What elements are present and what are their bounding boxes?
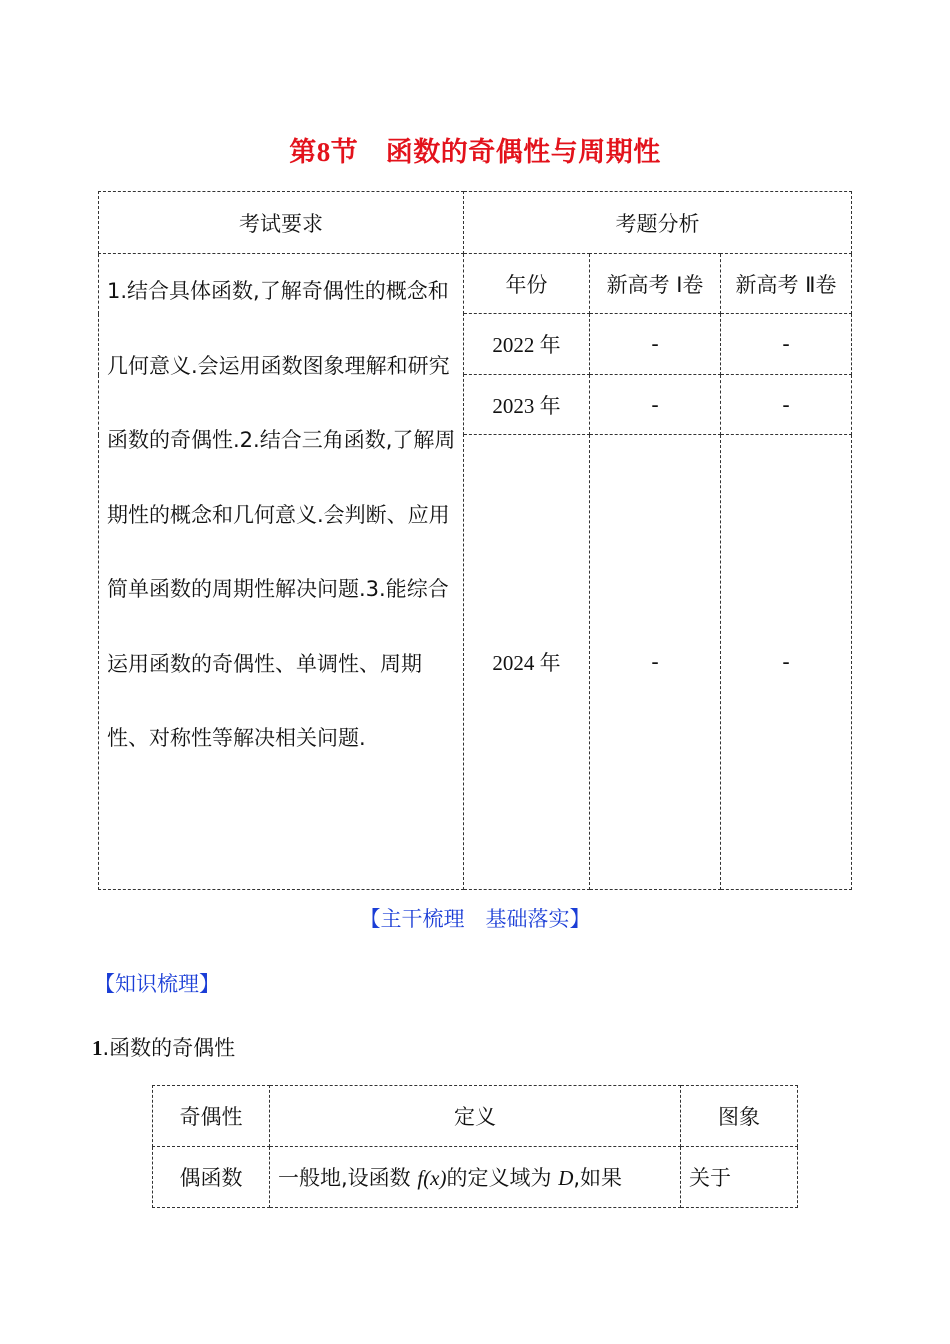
paper-2-cell: - <box>721 435 852 890</box>
section-heading: 【主干梳理 基础落实】 <box>359 907 591 931</box>
paper-1-cell: - <box>590 314 721 375</box>
requirements-text: 1.结合具体函数,了解奇偶性的概念和几何意义.会运用函数图象理解和研究函数的奇偶性.2.结合三角函数,了解周期性的概念和几何意义.会判断、应用简单函数的周期性解决问题.3.能综合运用函数的奇偶性、单调性、周期性、对称性等解决相关问题. <box>99 254 464 890</box>
year-cell: 2023 年 <box>464 375 590 435</box>
even-function-graph: 关于 <box>681 1147 798 1208</box>
knowledge-subheading: 【知识梳理】 <box>94 972 220 996</box>
even-function-definition: 一般地,设函数 f(x)的定义域为 D,如果 <box>270 1147 681 1208</box>
exam-requirements-table <box>98 191 852 890</box>
even-function-label: 偶函数 <box>153 1147 270 1208</box>
header-definition: 定义 <box>270 1086 681 1147</box>
header-paper-2: 新高考 Ⅱ卷 <box>721 254 852 314</box>
table-row <box>153 1147 798 1208</box>
header-graph: 图象 <box>681 1086 798 1147</box>
header-analysis: 考题分析 <box>464 192 852 254</box>
year-cell: 2024 年 <box>464 435 590 890</box>
header-paper-1: 新高考 Ⅰ卷 <box>590 254 721 314</box>
year-cell: 2022 年 <box>464 314 590 375</box>
header-parity: 奇偶性 <box>153 1086 270 1147</box>
section-1-title: 1.函数的奇偶性 <box>92 1036 236 1060</box>
header-requirements: 考试要求 <box>99 192 464 254</box>
paper-2-cell: - <box>721 375 852 435</box>
page-title: 第8节 函数的奇偶性与周期性 <box>289 137 661 168</box>
header-year: 年份 <box>464 254 590 314</box>
paper-1-cell: - <box>590 435 721 890</box>
parity-table <box>152 1085 798 1208</box>
paper-2-cell: - <box>721 314 852 375</box>
paper-1-cell: - <box>590 375 721 435</box>
